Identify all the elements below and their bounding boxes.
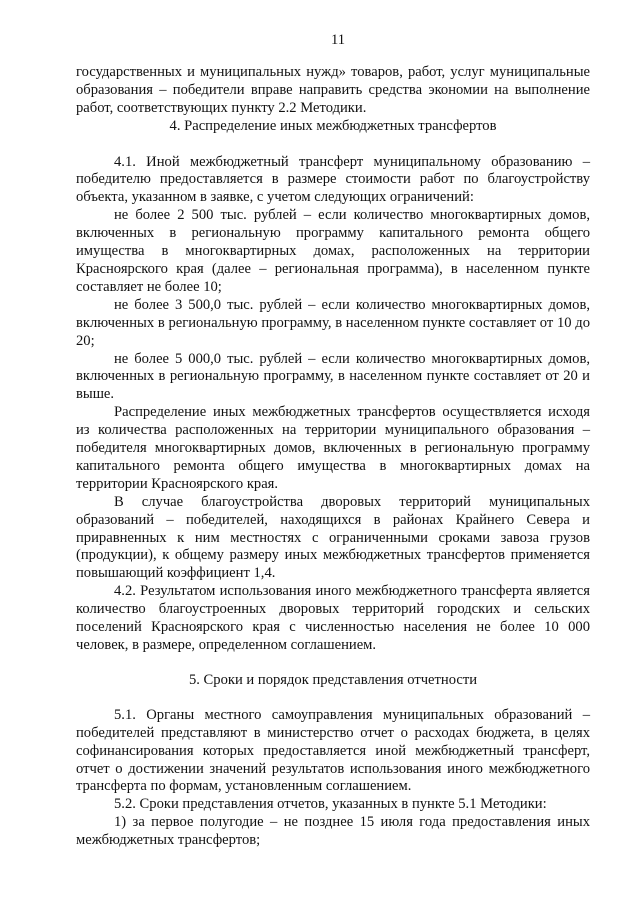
spacer [76,655,590,672]
spacer [76,136,590,154]
paragraph-4-1-limit-2: не более 3 500,0 тыс. рублей – если количество многоквартирных домов, включенных в региональную программу, в населенном пункте составляет от 10 до 20; [76,296,590,349]
paragraph-4-1-limit-3: не более 5 000,0 тыс. рублей – если количество многоквартирных домов, включенных в региональную программу, в населенном пункте составляет от 20 и выше. [76,350,590,403]
section-4-heading: 4. Распределение иных межбюджетных трансфертов [169,117,497,134]
document-page [76,32,590,850]
paragraph-4-1-distribution: Распределение иных межбюджетных трансфертов осуществляется исходя из количества расположенных на территории муниципального образования – победителя многоквартирных домов, включенных в региональную программу капитального ремонта общего имущества в многоквартирных домах на территории Красноярского края. [76,404,590,492]
paragraph-5-2-item-1: 1) за первое полугодие – не позднее 15 июля года предоставления иных межбюджетных трансфертов; [76,814,590,849]
paragraph-4-1-limit-1: не более 2 500 тыс. рублей – если количество многоквартирных домов, включенных в региональную программу капитального ремонта общего имущества в многоквартирных домах, расположенных на территории Красноярского края (далее – региональная программа), в населенном пункте составляет не более 10; [76,207,590,295]
paragraph-5-2: 5.2. Сроки представления отчетов, указанных в пункте 5.1 Методики: [114,796,547,813]
paragraph-4-1-coefficient: В случае благоустройства дворовых территорий муниципальных образований – победителей, находящихся в районах Крайнего Севера и приравненных к ним местностях с ограниченными сроками завоза грузов (продукции), к общему размеру иных межбюджетных трансфертов применяется повышающий коэффициент 1,4. [76,493,590,582]
paragraph-4-1: 4.1. Иной межбюджетный трансферт муниципальному образованию – победителю предоставляется в размере стоимости работ по благоустройству объекта, указанном в заявке, с учетом следующих ограничений: [76,153,590,206]
paragraph-continuation: государственных и муниципальных нужд» товаров, работ, услуг муниципальные образования – победители вправе направить средства экономии на выполнение работ, соответствующих пункту 2.2 Методики. [76,63,590,116]
spacer [76,690,590,707]
paragraph-4-2: 4.2. Результатом использования иного межбюджетного трансферта является количество благоустроенных дворовых территорий городских и сельских поселений Красноярского края с численностью населения не более 10 000 человек, в размере, определенном соглашением. [76,583,590,653]
page-number: 11 [330,32,346,48]
section-5-heading: 5. Сроки и порядок представления отчетности [188,671,478,688]
paragraph-5-1: 5.1. Органы местного самоуправления муниципальных образований – победителей представляют в министерство отчет о расходах бюджета, в целях софинансирования которых предоставляется иной межбюджетный трансферт, отчет о достижении значений результатов использования иного межбюджетного трансферта по формам, установленным соглашением. [76,706,590,795]
